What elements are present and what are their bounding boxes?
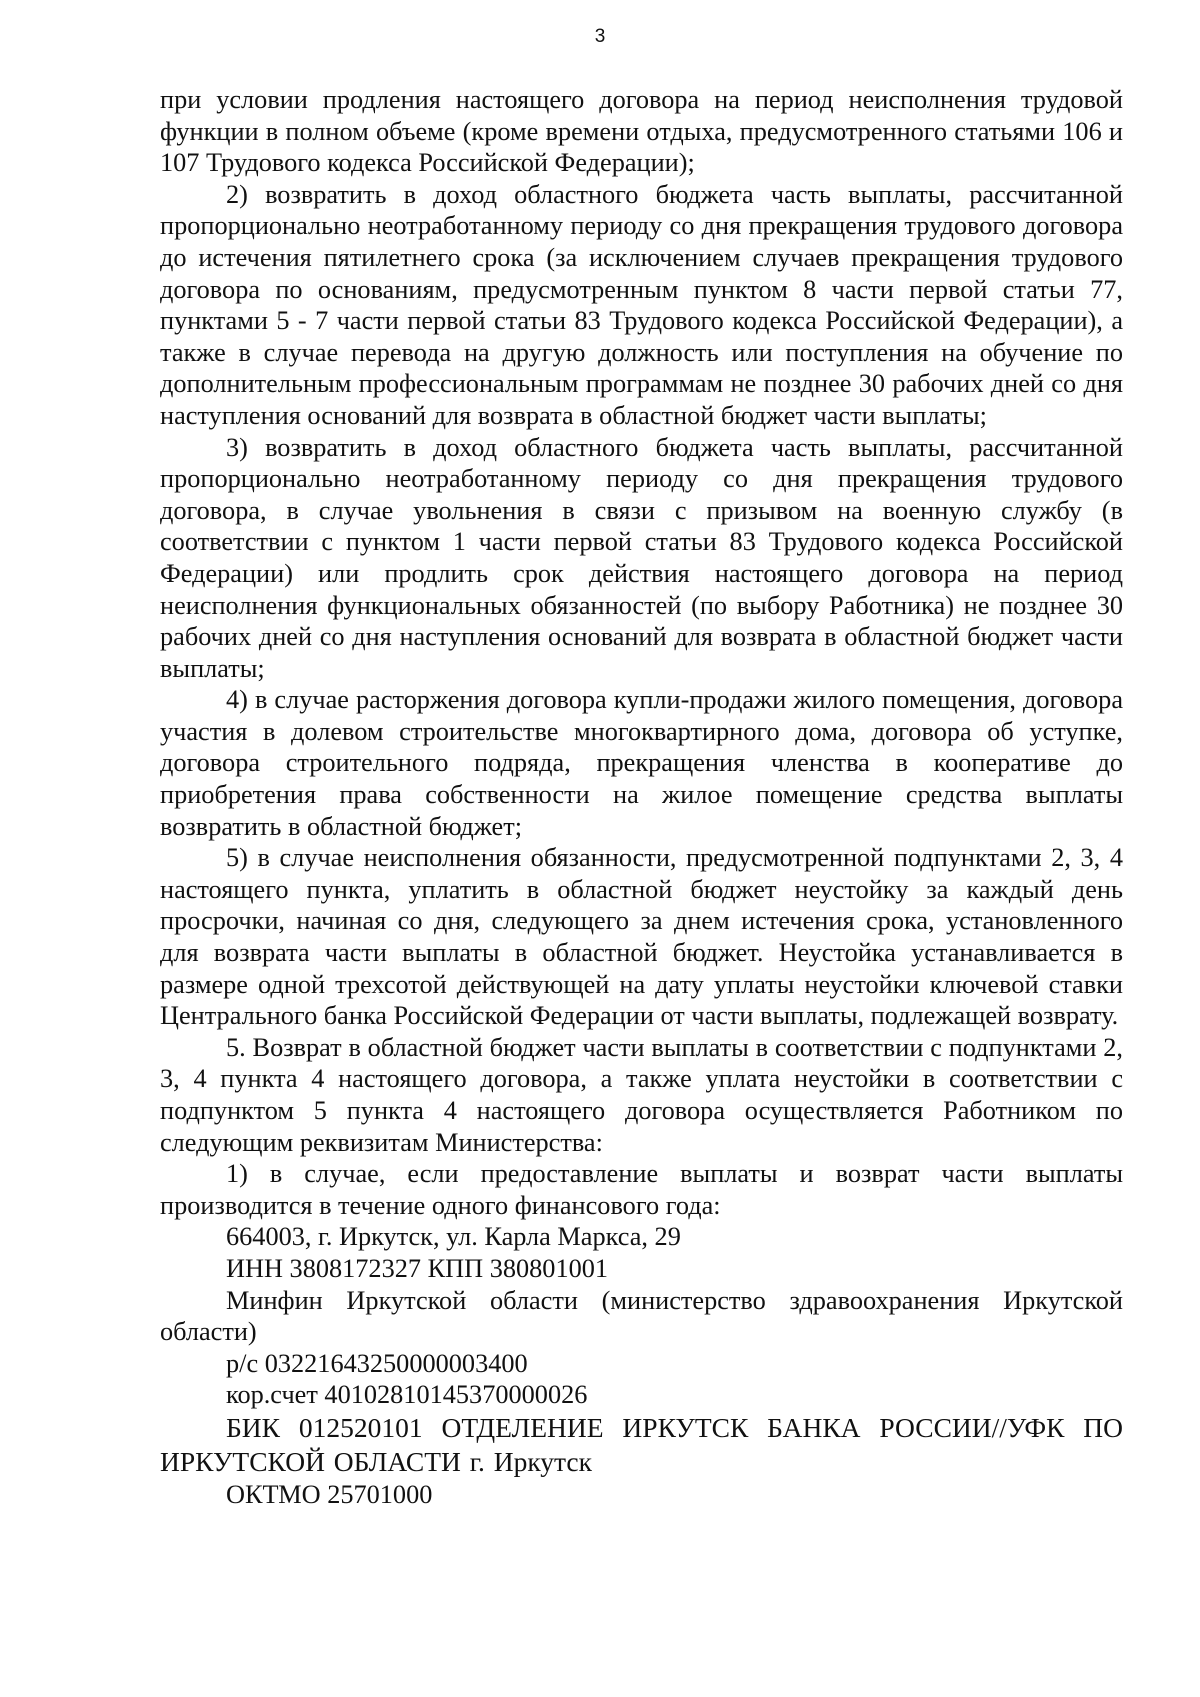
requisite-corr-account: кор.счет 40102810145370000026 — [226, 1380, 588, 1410]
paragraph-item-3: 3) возвратить в доход областного бюджета часть выплаты, рассчитанной пропорционально неотработанному периоду со дня прекращения трудового договора, в случае увольнения в связи с призывом на военную службу (в соответствии с пунктом 1 части первой статьи 83 Трудового кодекса Российской Федерации) или продлить срок действия настоящего договора на период неисполнения функциональных обязанностей (по выбору Работника) не позднее 30 рабочих дней со дня наступления оснований для возврата в областной бюджет части выплаты; — [160, 432, 1123, 683]
document-body — [160, 84, 1123, 1511]
paragraph-subitem-1: 1) в случае, если предоставление выплаты и возврат части выплаты производится в течение одного финансового года: — [160, 1159, 1123, 1220]
requisite-bik-bank: БИК 012520101 ОТДЕЛЕНИЕ ИРКУТСК БАНКА РОССИИ//УФК ПО ИРКУТСКОЙ ОБЛАСТИ г. Иркутск — [160, 1411, 1123, 1477]
paragraph-item-4: 4) в случае расторжения договора купли-продажи жилого помещения, договора участия в долевом строительстве многоквартирного дома, договора об уступке, договора строительного подряда, прекращения членства в кооперативе до приобретения права собственности на жилое помещение средства выплаты возвратить в областной бюджет; — [160, 685, 1123, 841]
paragraph-section-5: 5. Возврат в областной бюджет части выплаты в соответствии с подпунктами 2, 3, 4 пункта 4 настоящего договора, а также уплата неустойки в соответствии с подпунктом 5 пункта 4 настоящего договора осуществляется Работником по следующим реквизитам Министерства: — [160, 1032, 1123, 1157]
requisite-recipient: Минфин Иркутской области (министерство здравоохранения Иркутской области) — [160, 1285, 1123, 1347]
page-number: 3 — [594, 26, 606, 47]
requisite-oktmo: ОКТМО 25701000 — [226, 1479, 433, 1509]
paragraph-item-2: 2) возвратить в доход областного бюджета часть выплаты, рассчитанной пропорционально неотработанному периоду со дня прекращения трудового договора до истечения пятилетнего срока (за исключением случаев прекращения трудового договора по основаниям, предусмотренным пунктом 8 части первой статьи 77, пунктами 5 - 7 части первой статьи 83 Трудового кодекса Российской Федерации), а также в случае перевода на другую должность или поступления на обучение по дополнительным профессиональным программам не позднее 30 рабочих дней со дня наступления оснований для возврата в областной бюджет части выплаты; — [160, 179, 1123, 430]
requisite-account: р/с 03221643250000003400 — [226, 1348, 528, 1378]
paragraph-item-5: 5) в случае неисполнения обязанности, предусмотренной подпунктами 2, 3, 4 настоящего пункта, уплатить в областной бюджет неустойку за каждый день просрочки, начиная со дня, следующего за днем истечения срока, установленного для возврата части выплаты в областной бюджет. Неустойка устанавливается в размере одной трехсотой действующей на дату уплаты неустойки ключевой ставки Центрального банка Российской Федерации от части выплаты, подлежащей возврату. — [160, 843, 1123, 1031]
requisite-inn-kpp: ИНН 3808172327 КПП 380801001 — [226, 1253, 609, 1283]
requisite-address: 664003, г. Иркутск, ул. Карла Маркса, 29 — [226, 1222, 681, 1252]
paragraph-continuation: при условии продления настоящего договора на период неисполнения трудовой функции в полном объеме (кроме времени отдыха, предусмотренного статьями 106 и 107 Трудового кодекса Российской Федерации); — [160, 85, 1123, 178]
